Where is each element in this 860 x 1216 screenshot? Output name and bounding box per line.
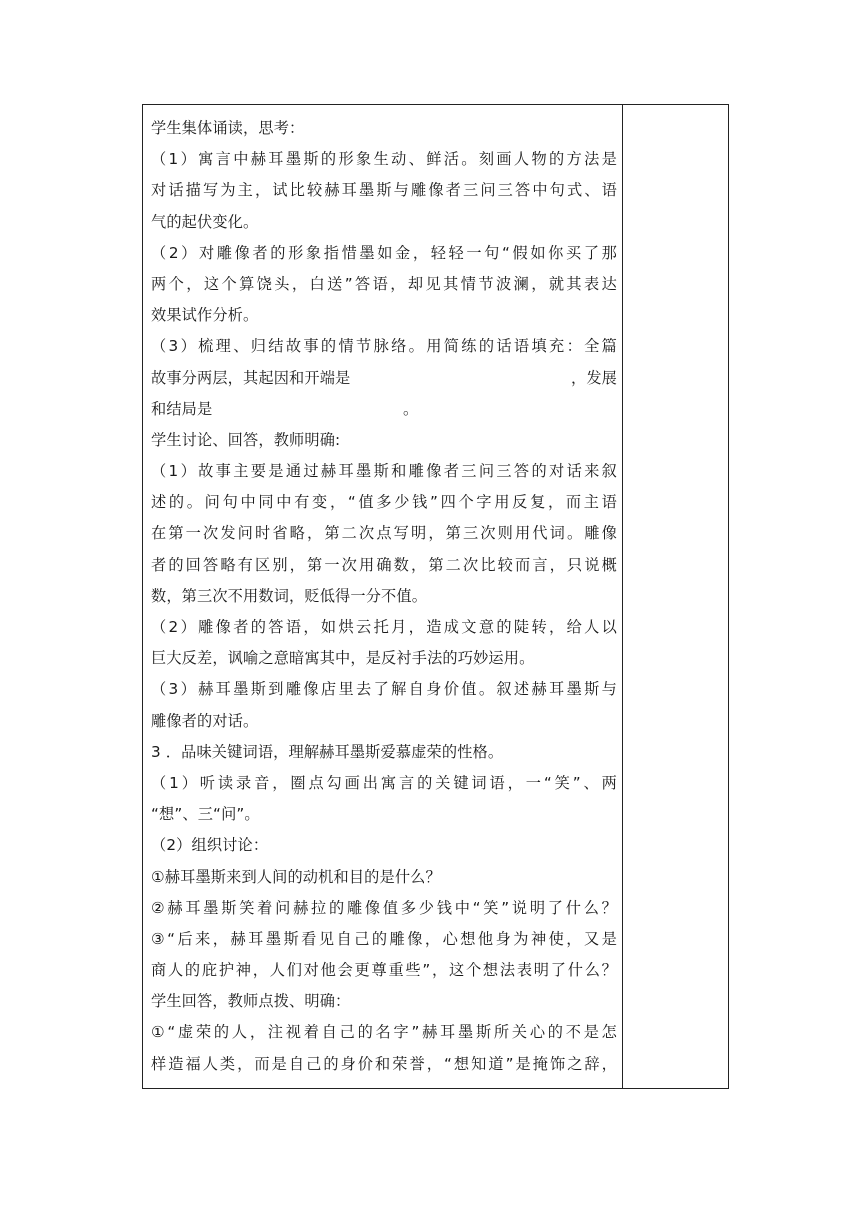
text-line: 样造福人类，而是自己的身价和荣誉，“想知道”是掩饰之辞，	[151, 1054, 617, 1073]
lesson-content-cell	[151, 113, 617, 1080]
text-fragment: 。	[403, 399, 419, 418]
text-fragment: 故事分两层，其起因和开端是	[151, 368, 351, 387]
text-line: 数，第三次不用数词，贬低得一分不值。	[151, 586, 428, 605]
column-divider	[622, 105, 623, 1088]
text-line: 学生集体诵读，思考：	[151, 119, 305, 137]
text-line: ②赫耳墨斯笑着问赫拉的雕像值多少钱中“笑”说明了什么？	[151, 898, 617, 917]
lesson-table	[142, 104, 729, 1089]
text-line: 者的回答略有区别，第一次用确数，第二次比较而言，只说概	[151, 555, 617, 574]
text-line: “想”、三“问”。	[151, 805, 260, 824]
text-line: （3）赫耳墨斯到雕像店里去了解自身价值。叙述赫耳墨斯与	[151, 680, 617, 699]
text-line: （1）寓言中赫耳墨斯的形象生动、鲜活。刻画人物的方法是	[151, 150, 617, 169]
text-line: 对话描写为主，试比较赫耳墨斯与雕像者三问三答中句式、语	[151, 181, 617, 200]
text-line: （1）听读录音，圈点勾画出寓言的关键词语，一“笑”、两	[151, 773, 617, 792]
text-line: 两个，这个算饶头，白送”答语，却见其情节波澜，就其表达	[151, 274, 617, 293]
text-line: 述的。问句中同中有变，“值多少钱”四个字用反复，而主语	[151, 493, 617, 512]
fill-in-line	[151, 363, 617, 394]
text-line: 学生回答，教师点拨、明确：	[151, 992, 351, 1011]
text-line: 在第一次发问时省略，第二次点写明，第三次则用代词。雕像	[151, 524, 617, 543]
text-line: 学生讨论、回答，教师明确:	[151, 430, 341, 449]
text-line: （2）组织讨论：	[151, 836, 269, 855]
text-line: （2）雕像者的答语，如烘云托月，造成文意的陡转，给人以	[151, 618, 617, 636]
text-line: 效果试作分析。	[151, 306, 259, 325]
text-fragment: 和结局是	[151, 399, 213, 418]
text-line: 雕像者的对话。	[151, 711, 259, 730]
fill-in-line	[151, 394, 617, 425]
text-line: 巨大反差，讽喻之意暗寓其中，是反衬手法的巧妙运用。	[151, 649, 535, 668]
text-line: 3 ．品味关键词语，理解赫耳墨斯爱慕虚荣的性格。	[151, 742, 504, 761]
text-line: 商人的庇护神，人们对他会更尊重些”，这个想法表明了什么？	[151, 961, 617, 980]
text-line: ①赫耳墨斯来到人间的动机和目的是什么？	[151, 867, 441, 886]
text-fragment: ，发展	[570, 368, 617, 387]
text-line: （3）梳理、归结故事的情节脉络。用简练的话语填充：全篇	[151, 337, 617, 356]
text-line: ①“虚荣的人，注视着自己的名字”赫耳墨斯所关心的不是怎	[151, 1023, 617, 1042]
text-line: （2）对雕像者的形象指惜墨如金，轻轻一句“假如你买了那	[151, 243, 617, 262]
text-line: ③“后来，赫耳墨斯看见自己的雕像，心想他身为神使，又是	[151, 929, 617, 948]
text-line: （1）故事主要是通过赫耳墨斯和雕像者三问三答的对话来叙	[151, 462, 617, 481]
text-line: 气的起伏变化。	[151, 212, 259, 231]
